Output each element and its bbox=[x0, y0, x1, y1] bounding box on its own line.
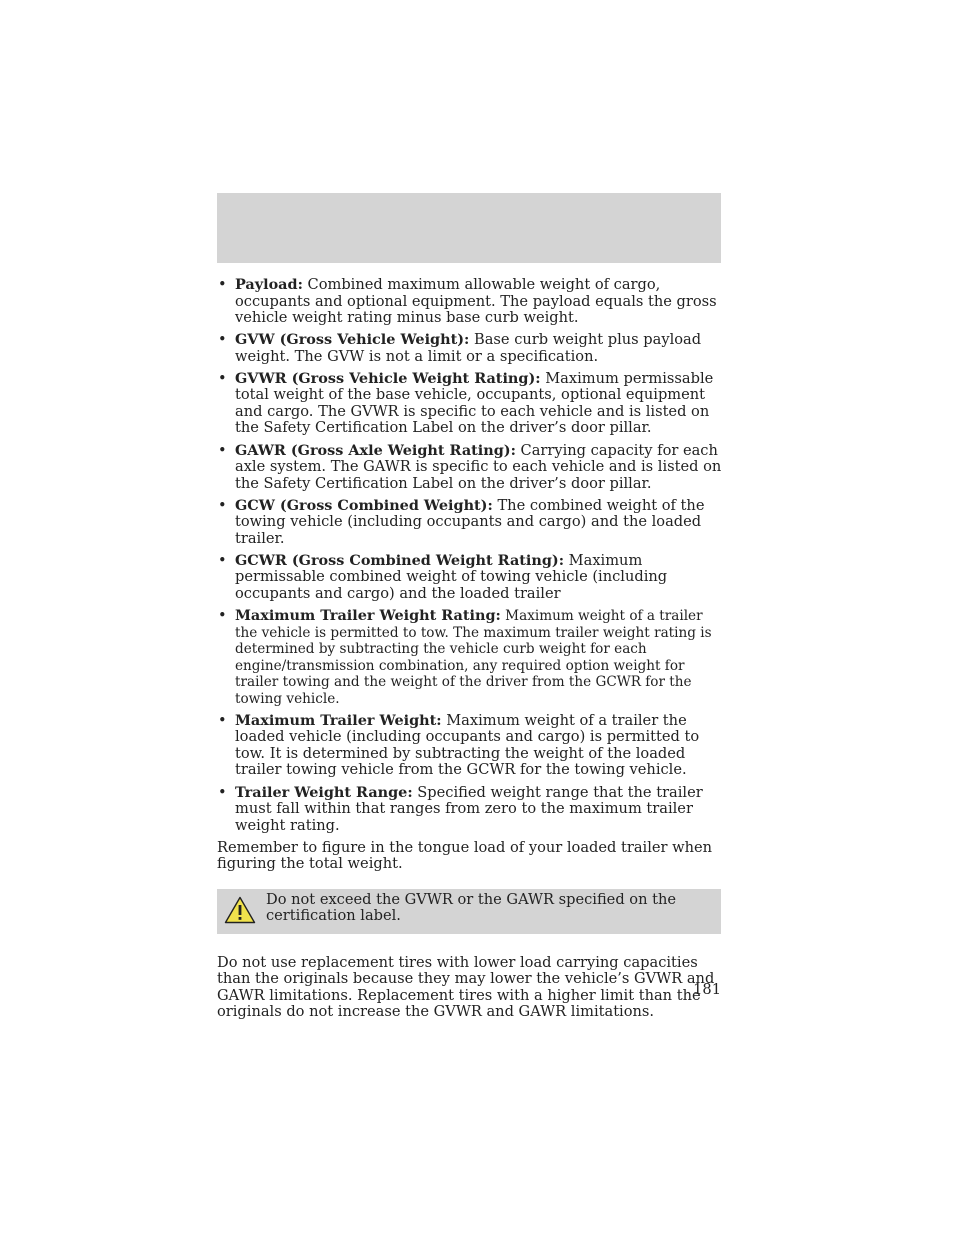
tires-paragraph: Do not use replacement tires with lower load carrying capacities than the originals because they may lower the vehicle’s GVWR and GAWR limitations. Replacement tires with a higher limit than the originals do not increase the GVWR and GAWR limitations. bbox=[217, 953, 715, 1021]
definition-text: Maximum weight of a trailer the vehicle is permitted to tow. The maximum trailer weight rating is determined by subtracting the vehicle curb weight for each engine/transmission combination, any required option weight for trailer towing and the weight of the driver from the GCWR for the towing vehicle. bbox=[235, 608, 712, 707]
definition-item-trailer-weight-range bbox=[217, 785, 723, 835]
bullet: • bbox=[218, 551, 227, 569]
definition-item-gvw bbox=[217, 332, 723, 365]
definition-term: GVW (Gross Vehicle Weight): bbox=[235, 331, 470, 349]
definition-term: GAWR (Gross Axle Weight Rating): bbox=[235, 441, 516, 459]
definition-text: Base curb weight plus payload weight. The GVW is not a limit or a specification. bbox=[235, 331, 702, 365]
definition-term: GVWR (Gross Vehicle Weight Rating): bbox=[235, 369, 541, 387]
warning-triangle-icon bbox=[224, 896, 256, 924]
bullet: • bbox=[218, 711, 227, 729]
bullet: • bbox=[218, 331, 227, 349]
definition-item-payload bbox=[217, 277, 723, 327]
definition-text: Specified weight range that the trailer must fall within that ranges from zero to the maximum trailer weight rating. bbox=[235, 783, 703, 834]
header-band bbox=[217, 193, 721, 263]
definition-item-gcwr bbox=[217, 553, 723, 603]
bullet: • bbox=[218, 369, 227, 387]
bullet: • bbox=[218, 276, 227, 293]
warning-text: Do not exceed the GVWR or the GAWR specified on the certification label. bbox=[266, 890, 677, 925]
bullet: • bbox=[218, 783, 227, 801]
bullet: • bbox=[218, 441, 227, 459]
definition-text: Combined maximum allowable weight of cargo, occupants and optional equipment. The payload equals the gross vehicle weight rating minus base curb weight. bbox=[235, 276, 717, 326]
bullet: • bbox=[218, 496, 227, 514]
definition-term: GCW (Gross Combined Weight): bbox=[235, 496, 493, 514]
definition-term: Maximum Trailer Weight Rating: bbox=[235, 607, 501, 625]
definition-text: Carrying capacity for each axle system. The GAWR is specific to each vehicle and is listed on the Safety Certification Label on the driver’s door pillar. bbox=[235, 441, 722, 492]
definition-item-gawr bbox=[217, 443, 723, 493]
definition-item-gvwr bbox=[217, 371, 723, 437]
bullet: • bbox=[218, 607, 227, 625]
definition-item-gcw bbox=[217, 498, 723, 548]
definition-text: Maximum permissable combined weight of towing vehicle (including occupants and cargo) and the loaded trailer bbox=[235, 551, 668, 602]
definition-item-max-trailer-weight bbox=[217, 713, 723, 779]
definition-item-max-trailer-weight-rating bbox=[217, 608, 723, 707]
warning-box bbox=[217, 889, 721, 934]
definition-term: GCWR (Gross Combined Weight Rating): bbox=[235, 551, 565, 569]
page-content bbox=[217, 277, 723, 1021]
definition-term: Trailer Weight Range: bbox=[235, 783, 413, 801]
definition-text: Maximum permissable total weight of the base vehicle, occupants, optional equipment and cargo. The GVWR is specific to each vehicle and is listed on the Safety Certification Label on the driver’s door pillar. bbox=[235, 369, 714, 437]
definition-text: The combined weight of the towing vehicle (including occupants and cargo) and the loaded trailer. bbox=[235, 496, 705, 547]
page-number: 181 bbox=[693, 981, 721, 998]
definition-term: Maximum Trailer Weight: bbox=[235, 711, 442, 729]
definition-term: Payload: bbox=[235, 276, 303, 293]
definition-list bbox=[217, 277, 723, 834]
remember-paragraph: Remember to figure in the tongue load of your loaded trailer when figuring the total weight. bbox=[217, 838, 713, 873]
definition-text: Maximum weight of a trailer the loaded vehicle (including occupants and cargo) is permitted to tow. It is determined by subtracting the weight of the loaded trailer towing vehicle from the GCWR for the towing vehicle. bbox=[235, 711, 700, 779]
